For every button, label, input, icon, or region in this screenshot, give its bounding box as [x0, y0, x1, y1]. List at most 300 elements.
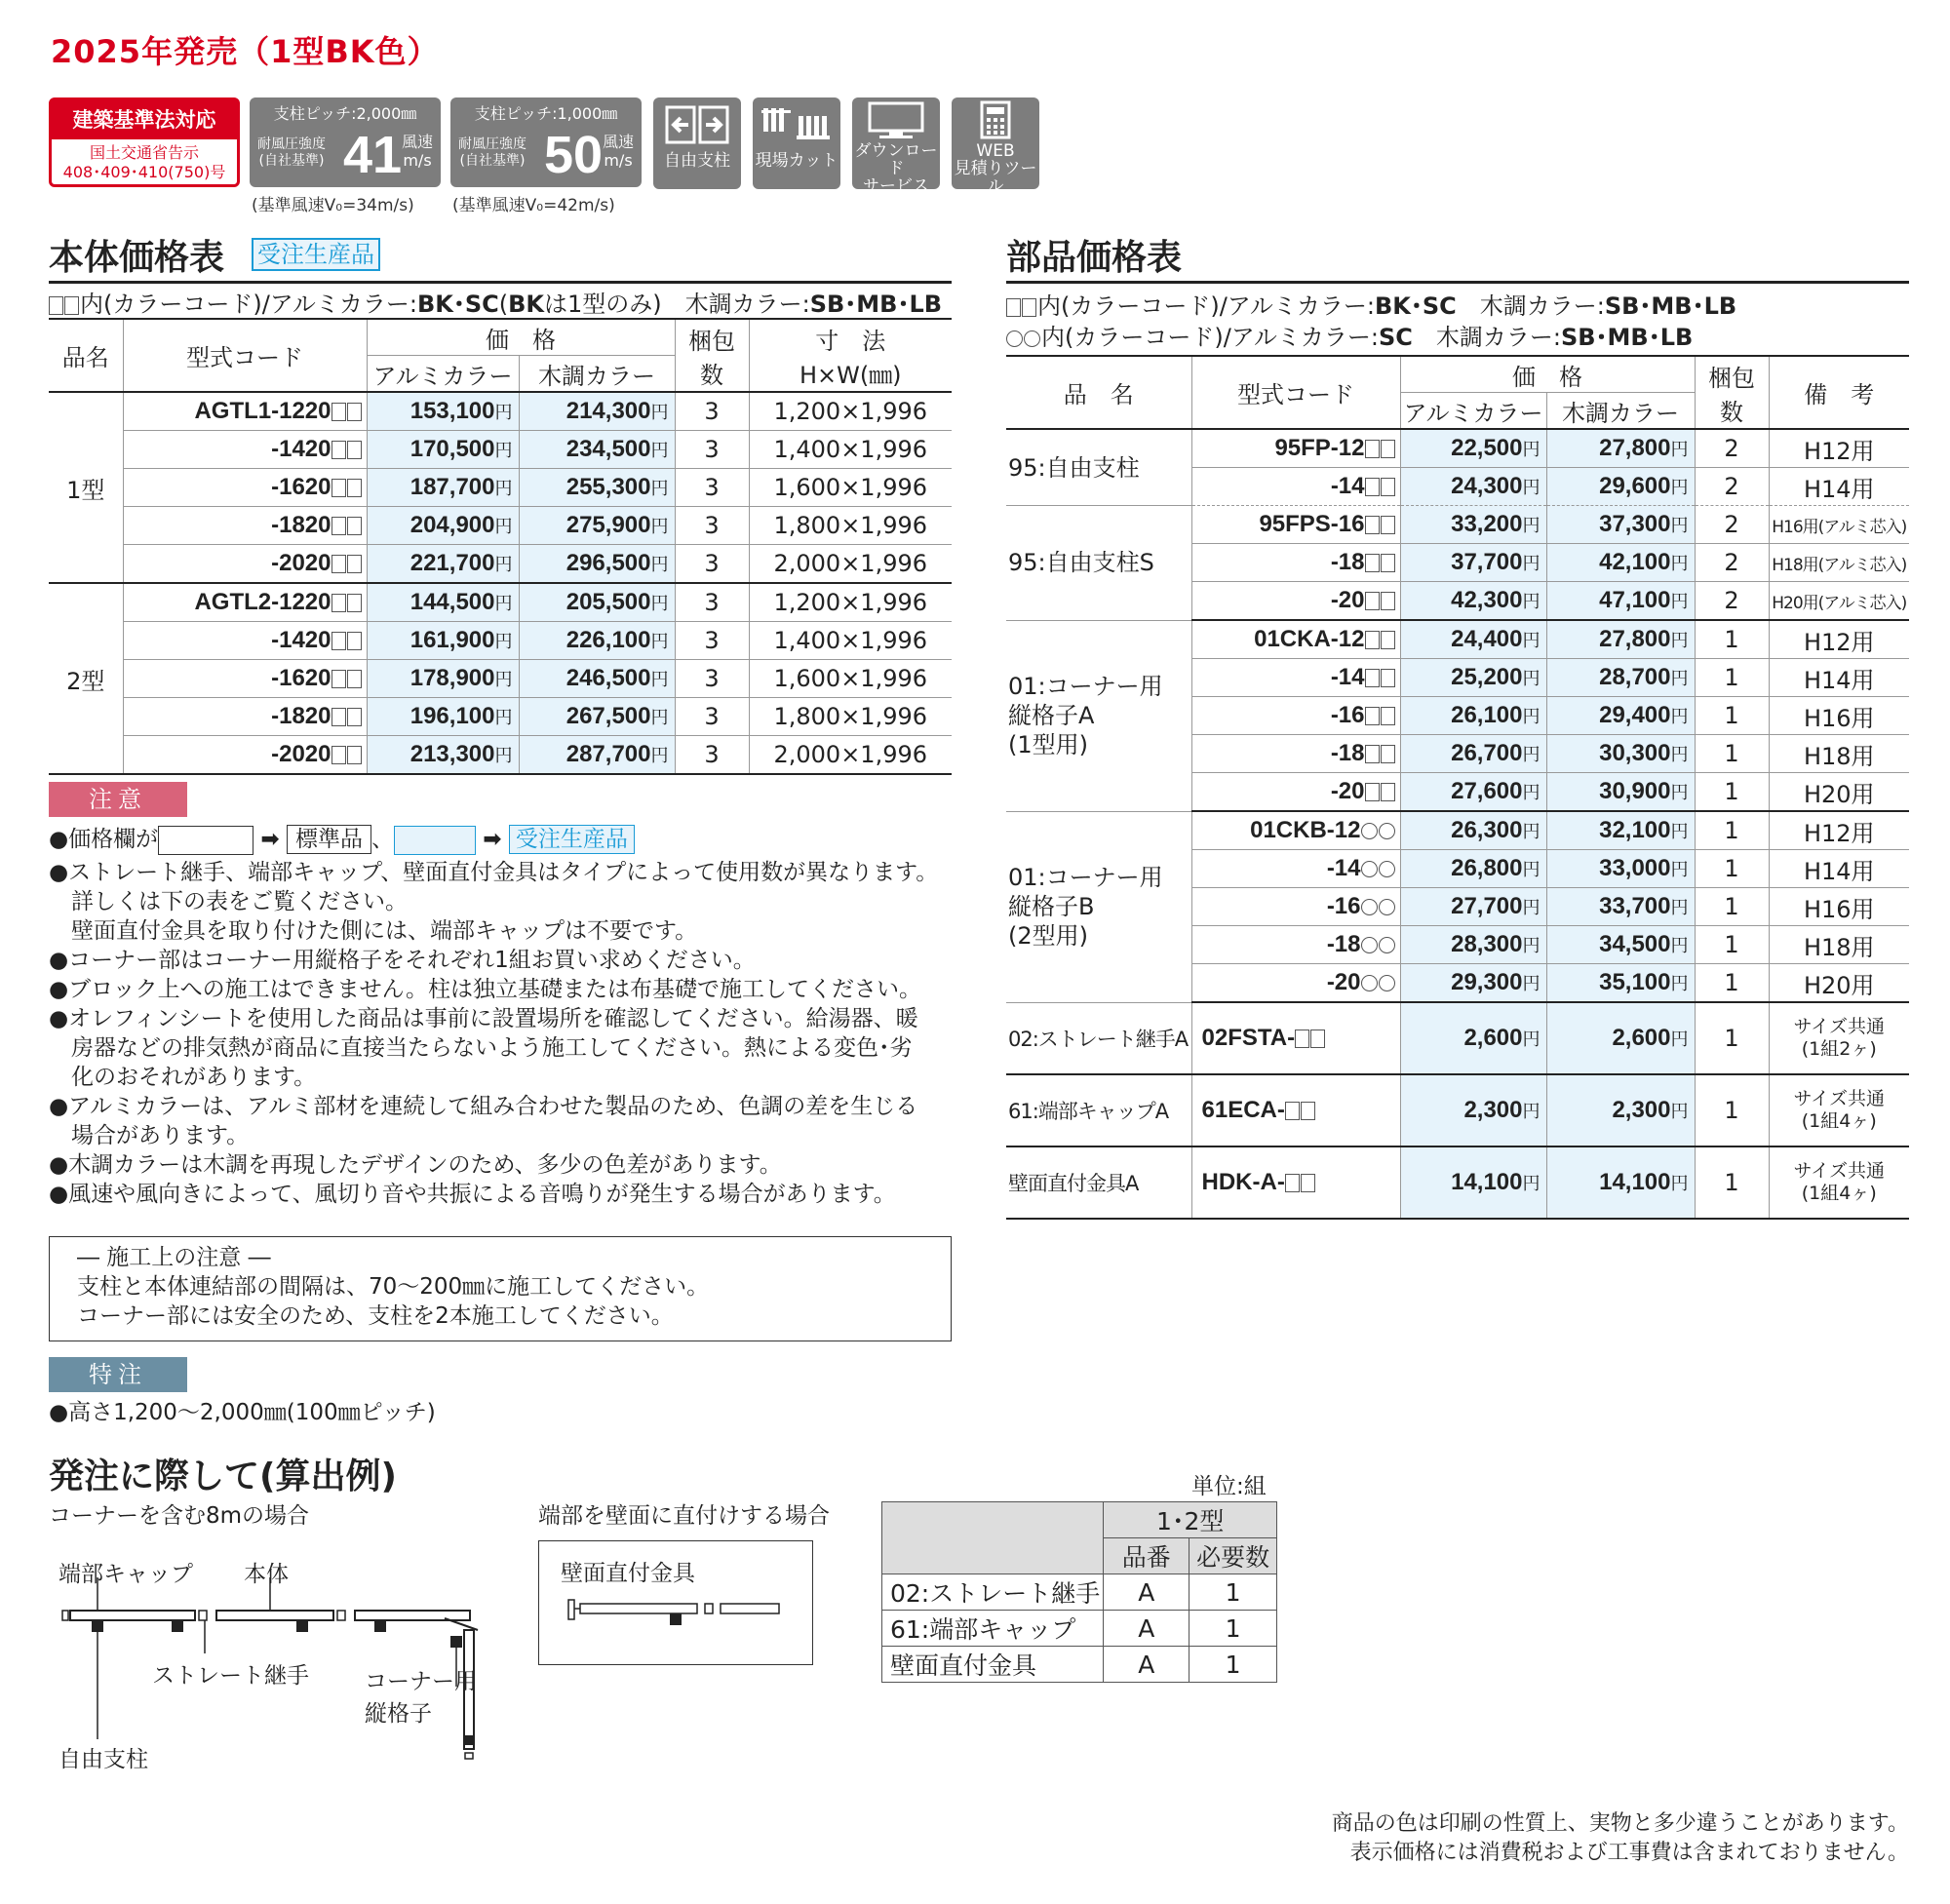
divider	[1006, 281, 1909, 284]
pack-count: 3	[675, 469, 749, 507]
yen-unit: 円	[1522, 707, 1540, 726]
model-code-text: -1420	[271, 627, 332, 653]
model-code-text: 01CKB-12	[1250, 817, 1361, 843]
yen-unit: 円	[1522, 1030, 1540, 1049]
wind-value: 41	[343, 126, 403, 184]
table-row	[49, 622, 952, 660]
alu-price	[367, 469, 519, 507]
model-code-text: -20	[1330, 778, 1365, 804]
price-value: 33,000	[1599, 855, 1671, 881]
order-title: 発注に際して(算出例)	[49, 1457, 397, 1496]
header-remark: 備 考	[1769, 356, 1909, 429]
wood-price	[1546, 811, 1695, 850]
wood-price	[1546, 620, 1695, 659]
pack-count: 1	[1695, 659, 1769, 697]
price-value: 37,700	[1451, 549, 1523, 575]
wind-value: 50	[544, 126, 604, 184]
alu-price	[1400, 468, 1546, 506]
remark-line: (1組4ヶ)	[1801, 1183, 1877, 1204]
table-row	[49, 545, 952, 584]
yen-unit: 円	[494, 708, 513, 727]
remark-line: サイズ共通	[1793, 1088, 1885, 1109]
model-code	[1191, 1146, 1400, 1219]
yen-unit: 円	[1522, 516, 1540, 535]
alu-price	[1400, 926, 1546, 964]
alu-price	[367, 392, 519, 431]
yen-unit: 円	[1522, 1102, 1540, 1121]
note-item: 壁面直付金具を取り付けた側には、端部キャップは不要です。	[49, 918, 698, 944]
header-alu: アルミカラー	[1400, 393, 1546, 430]
note-item: 場合があります。	[49, 1123, 250, 1148]
price-value: 196,100	[410, 703, 495, 729]
wood-price	[1546, 582, 1695, 621]
wood-price	[1546, 1146, 1695, 1219]
wood-price	[1546, 735, 1695, 773]
alu-price	[1400, 735, 1546, 773]
pack-count: 2	[1695, 506, 1769, 544]
price-value: 14,100	[1599, 1169, 1671, 1195]
building-law-badge	[49, 97, 240, 187]
law-line2: 408･409･410(750)号	[62, 163, 226, 181]
parts-legend-circle: 内(カラーコード)/アルミカラー:SC 木調カラー:SB･MB･LB	[1006, 318, 1693, 352]
remark	[1769, 1074, 1909, 1146]
main-table-title: 本体価格表	[49, 238, 225, 278]
wind-unit: 風速 m/s	[402, 133, 434, 170]
yen-unit: 円	[1522, 783, 1540, 802]
alu-price	[367, 583, 519, 622]
yen-unit: 円	[1670, 1174, 1689, 1193]
price-value: 234,500	[566, 436, 651, 462]
table-row	[49, 507, 952, 545]
remark: H20用(アルミ芯入)	[1769, 582, 1909, 621]
pack-count: 2	[1695, 429, 1769, 468]
remark: H16用(アルミ芯入)	[1769, 506, 1909, 544]
yen-unit: 円	[1522, 478, 1540, 497]
wood-price	[519, 431, 675, 469]
dimension: 1,200×1,996	[749, 392, 952, 431]
yen-unit: 円	[1670, 745, 1689, 764]
label-corner: コーナー用 縦格子	[365, 1669, 477, 1727]
note-item: ●風速や風向きによって、風切り音や共振による音鳴りが発生する場合があります。	[49, 1182, 896, 1207]
pack-count: 3	[675, 698, 749, 736]
model-code-text: -18	[1330, 740, 1365, 766]
price-value: 2,600	[1463, 1025, 1523, 1051]
header-wood: 木調カラー	[519, 356, 675, 393]
remark-line: サイズ共通	[1793, 1160, 1885, 1182]
remark-line: サイズ共通	[1793, 1016, 1885, 1037]
table-row	[49, 698, 952, 736]
yen-unit: 円	[650, 479, 669, 498]
model-code	[1191, 429, 1400, 468]
price-value: 47,100	[1599, 587, 1671, 613]
yen-unit: 円	[1522, 822, 1540, 841]
wind2-base-speed: (基準風速V₀=42m/s)	[452, 196, 615, 215]
dimension: 1,200×1,996	[749, 583, 952, 622]
model-code-text: -2020	[271, 741, 332, 767]
yen-unit: 円	[1522, 592, 1540, 611]
remark: H18用(アルミ芯入)	[1769, 544, 1909, 582]
table-row	[1006, 506, 1909, 544]
remark: H12用	[1769, 429, 1909, 468]
wood-price	[519, 469, 675, 507]
model-code-text: -1620	[271, 665, 332, 691]
pack-count: 1	[1695, 1146, 1769, 1219]
yen-unit: 円	[494, 594, 513, 613]
wood-price	[1546, 964, 1695, 1003]
header-code: 型式コード	[1191, 356, 1400, 429]
model-code	[1191, 468, 1400, 506]
dimension: 1,800×1,996	[749, 698, 952, 736]
model-code-text: -20	[1326, 969, 1361, 995]
model-code	[1191, 697, 1400, 735]
wood-price	[1546, 850, 1695, 888]
model-code	[1191, 620, 1400, 659]
yen-unit: 円	[494, 403, 513, 422]
group-name-line: 01:コーナー用	[1008, 673, 1163, 700]
model-code-text: 95FP-12	[1274, 435, 1365, 461]
wood-price	[1546, 468, 1695, 506]
remark: H20用	[1769, 964, 1909, 1003]
dimension: 2,000×1,996	[749, 736, 952, 775]
price-value: 275,900	[566, 512, 651, 538]
wood-price	[1546, 506, 1695, 544]
yen-unit: 円	[1522, 554, 1540, 573]
pack-count: 1	[1695, 850, 1769, 888]
wind-badge-50	[450, 97, 642, 187]
alu-price	[1400, 697, 1546, 735]
price-value: 27,800	[1599, 435, 1671, 461]
pitch-label: 支柱ピッチ:2,000㎜	[273, 104, 417, 123]
table-row	[882, 1574, 1277, 1611]
header-wood: 木調カラー	[1546, 393, 1695, 430]
notes-label: 注意	[49, 782, 187, 817]
label-wall-bracket: 壁面直付金具	[561, 1561, 695, 1586]
alu-price	[367, 545, 519, 584]
yen-unit: 円	[650, 441, 669, 460]
part-name: 壁面直付金具A	[1006, 1146, 1191, 1219]
model-code	[1191, 1002, 1400, 1074]
yen-unit: 円	[1670, 860, 1689, 879]
divider	[49, 281, 952, 284]
yen-unit: 円	[494, 479, 513, 498]
price-value: 42,300	[1451, 587, 1523, 613]
note-item: ●オレフィンシートを使用した商品は事前に設置場所を確認してください。給湯器、暖	[49, 1006, 918, 1031]
remark-line: (1組4ヶ)	[1801, 1110, 1877, 1132]
pack-count: 1	[1695, 926, 1769, 964]
model-code-text: -20	[1330, 587, 1365, 613]
model-code	[123, 660, 367, 698]
price-value: 37,300	[1599, 511, 1671, 537]
model-code	[1191, 659, 1400, 697]
model-code	[1191, 926, 1400, 964]
price-value: 153,100	[410, 398, 495, 424]
dimension: 1,600×1,996	[749, 660, 952, 698]
price-value: 29,400	[1599, 702, 1671, 728]
wood-price	[519, 698, 675, 736]
table-row	[1006, 1146, 1909, 1219]
table-row	[1006, 429, 1909, 468]
dimension: 1,400×1,996	[749, 431, 952, 469]
law-title: 建築基準法対応	[52, 100, 237, 139]
qty-head: 必要数	[1190, 1538, 1277, 1574]
main-price-table	[49, 318, 952, 775]
yen-unit: 円	[1522, 974, 1540, 993]
alu-price	[1400, 506, 1546, 544]
wood-price	[1546, 1002, 1695, 1074]
notes-list	[49, 858, 965, 1209]
wind-badge-41	[250, 97, 441, 187]
price-value: 14,100	[1451, 1169, 1523, 1195]
alu-price	[1400, 850, 1546, 888]
launch-label: 2025年発売（1型BK色）	[51, 33, 440, 70]
table-row	[882, 1647, 1277, 1683]
part-code: A	[1104, 1611, 1190, 1647]
model-code	[123, 698, 367, 736]
alu-price	[1400, 964, 1546, 1003]
made-to-order-tag: 受注生産品	[252, 238, 380, 271]
row-group-name: 1型	[49, 392, 123, 583]
price-value: 2,300	[1463, 1097, 1523, 1123]
note-item: 房器などの排気熱が商品に直接当たらないよう施工してください。熱による変色･劣	[49, 1035, 913, 1061]
alu-price	[367, 622, 519, 660]
note-item: 詳しくは下の表をご覧ください。	[49, 889, 408, 914]
price-value: 287,700	[566, 741, 651, 767]
part-code: A	[1104, 1647, 1190, 1683]
remark: H14用	[1769, 659, 1909, 697]
price-value: 26,300	[1451, 817, 1523, 843]
price-value: 161,900	[410, 627, 495, 653]
yen-unit: 円	[1670, 707, 1689, 726]
alu-price	[367, 507, 519, 545]
row-group-name	[1006, 429, 1191, 506]
pack-count: 3	[675, 583, 749, 622]
pack-count: 3	[675, 736, 749, 775]
alu-price	[1400, 659, 1546, 697]
yen-unit: 円	[494, 670, 513, 689]
table-row	[882, 1611, 1277, 1647]
alu-price	[1400, 1146, 1546, 1219]
model-code-text: -14	[1326, 855, 1361, 881]
required-qty: 1	[1190, 1647, 1277, 1683]
law-line1: 国土交通省告示	[89, 143, 199, 162]
model-code-text: -1820	[271, 512, 332, 538]
model-code	[123, 469, 367, 507]
alu-price	[367, 698, 519, 736]
price-value: 187,700	[410, 474, 495, 500]
yen-unit: 円	[1670, 1030, 1689, 1049]
pack-count: 3	[675, 507, 749, 545]
price-value: 24,400	[1451, 626, 1523, 652]
price-value: 29,300	[1451, 969, 1523, 995]
header-price: 価 格	[1400, 356, 1695, 393]
case2-label: 端部を壁面に直付けする場合	[538, 1503, 830, 1529]
group-name-line: (1型用)	[1008, 731, 1088, 758]
group-name-line: 縦格子A	[1008, 702, 1095, 729]
model-code-text: -18	[1326, 931, 1361, 957]
wood-price	[519, 736, 675, 775]
note-item: ●コーナー部はコーナー用縦格子をそれぞれ1組お買い求めください。	[49, 948, 756, 973]
yen-unit: 円	[1670, 669, 1689, 688]
model-code	[1191, 850, 1400, 888]
price-value: 27,700	[1451, 893, 1523, 919]
wood-price	[1546, 888, 1695, 926]
label-free-post: 自由支柱	[58, 1747, 148, 1772]
wall-mount-diagram	[538, 1540, 813, 1665]
price-value: 27,800	[1599, 626, 1671, 652]
part-name: 壁面直付金具	[882, 1647, 1104, 1683]
wood-price	[519, 545, 675, 584]
wood-price	[519, 507, 675, 545]
label-end-cap: 端部キャップ	[58, 1562, 193, 1587]
model-code	[1191, 964, 1400, 1003]
remark: H14用	[1769, 468, 1909, 506]
wood-price	[1546, 1074, 1695, 1146]
yen-unit: 円	[1670, 478, 1689, 497]
table-row	[1006, 620, 1909, 659]
model-code-text: -14	[1330, 473, 1365, 499]
row-group-name	[1006, 811, 1191, 1002]
model-code	[123, 736, 367, 775]
alu-price	[1400, 544, 1546, 582]
required-qty: 1	[1190, 1611, 1277, 1647]
model-code-text: AGTL1-1220	[194, 398, 332, 424]
table-row	[49, 660, 952, 698]
special-order-item: ●高さ1,200～2,000㎜(100㎜ピッチ)	[49, 1400, 436, 1425]
header-code: 型式コード	[123, 319, 367, 392]
wood-price	[1546, 659, 1695, 697]
part-name: 02:ストレート継手	[882, 1574, 1104, 1611]
yen-unit: 円	[1522, 898, 1540, 917]
wind-strength-label: 耐風圧強度 (自社基準)	[458, 136, 526, 169]
yen-unit: 円	[650, 517, 669, 536]
remark	[1769, 1146, 1909, 1219]
yen-unit: 円	[1670, 974, 1689, 993]
model-code	[123, 507, 367, 545]
yen-unit: 円	[1670, 592, 1689, 611]
price-value: 25,200	[1451, 664, 1523, 690]
model-code-text: 01CKA-12	[1254, 626, 1365, 652]
wood-price	[519, 660, 675, 698]
label-body: 本体	[244, 1562, 289, 1587]
pack-count: 3	[675, 392, 749, 431]
model-code-text: HDK-A-	[1201, 1169, 1285, 1195]
price-value: 26,700	[1451, 740, 1523, 766]
row-group-name: 2型	[49, 583, 123, 774]
yen-unit: 円	[1522, 669, 1540, 688]
remark	[1769, 1002, 1909, 1074]
wind-strength-label: 耐風圧強度 (自社基準)	[257, 136, 326, 169]
header-price: 価 格	[367, 319, 675, 356]
remark: H12用	[1769, 620, 1909, 659]
price-value: 204,900	[410, 512, 495, 538]
special-order-label: 特注	[49, 1357, 187, 1392]
header-name: 品名	[49, 319, 123, 392]
price-value: 28,300	[1451, 931, 1523, 957]
model-code	[1191, 773, 1400, 812]
header-pack: 梱包 数	[675, 319, 749, 392]
price-value: 2,600	[1612, 1025, 1671, 1051]
yen-unit: 円	[650, 403, 669, 422]
alu-price	[1400, 582, 1546, 621]
note-item: 化のおそれがあります。	[49, 1065, 317, 1090]
price-value: 267,500	[566, 703, 651, 729]
part-name: 61:端部キャップ	[882, 1611, 1104, 1647]
yen-unit: 円	[1522, 631, 1540, 650]
model-code-text: AGTL2-1220	[194, 589, 332, 615]
yen-unit: 円	[1670, 631, 1689, 650]
model-code	[1191, 811, 1400, 850]
blank-head	[882, 1502, 1104, 1574]
price-value: 213,300	[410, 741, 495, 767]
calculator-icon: WEB 見積りツール	[952, 97, 1039, 189]
model-code-text: -1820	[271, 703, 332, 729]
table-row	[49, 736, 952, 775]
pack-count: 1	[1695, 697, 1769, 735]
model-code	[1191, 888, 1400, 926]
yen-unit: 円	[1670, 783, 1689, 802]
note-item: ●ブロック上への施工はできません。柱は独立基礎または布基礎で施工してください。	[49, 977, 921, 1002]
table-row	[49, 431, 952, 469]
part-head: 品番	[1104, 1538, 1190, 1574]
price-value: 22,500	[1451, 435, 1523, 461]
price-value: 35,100	[1599, 969, 1671, 995]
pack-count: 3	[675, 545, 749, 584]
price-value: 221,700	[410, 550, 495, 576]
dimension: 2,000×1,996	[749, 545, 952, 584]
model-code-text: -14	[1330, 664, 1365, 690]
alu-price	[367, 431, 519, 469]
header-alu: アルミカラー	[367, 356, 519, 393]
model-code-text: -18	[1330, 549, 1365, 575]
price-value: 28,700	[1599, 664, 1671, 690]
remark: H12用	[1769, 811, 1909, 850]
wood-price	[1546, 429, 1695, 468]
parts-table-title: 部品価格表	[1006, 238, 1183, 278]
parts-price-table	[1006, 355, 1909, 1220]
model-code-text: 02FSTA-	[1201, 1025, 1296, 1051]
yen-unit: 円	[1670, 1102, 1689, 1121]
construction-caution: ― 施工上の注意 ― 支柱と本体連結部の間隔は、70～200㎜に施工してください。 コーナー部には安全のため、支柱を2本施工してください。	[49, 1236, 952, 1341]
model-code-text: -1420	[271, 436, 332, 462]
alu-price	[1400, 811, 1546, 850]
note-item: ●木調カラーは木調を再現したデザインのため、多少の色差があります。	[49, 1152, 782, 1178]
alu-price	[367, 736, 519, 775]
price-value: 2,300	[1612, 1097, 1671, 1123]
model-code	[1191, 1074, 1400, 1146]
yen-unit: 円	[1670, 554, 1689, 573]
table-row	[1006, 1074, 1909, 1146]
dimension: 1,800×1,996	[749, 507, 952, 545]
group-name-line: (2型用)	[1008, 922, 1088, 950]
price-value: 26,800	[1451, 855, 1523, 881]
alu-price	[1400, 888, 1546, 926]
pack-count: 3	[675, 660, 749, 698]
unit-label: 単位:組	[1191, 1474, 1267, 1499]
alu-price	[1400, 773, 1546, 812]
model-code	[1191, 506, 1400, 544]
yen-unit: 円	[650, 746, 669, 765]
price-value: 178,900	[410, 665, 495, 691]
remark-line: (1組2ヶ)	[1801, 1038, 1877, 1060]
model-code	[123, 583, 367, 622]
price-value: 205,500	[566, 589, 651, 615]
yen-unit: 円	[1522, 936, 1540, 955]
remark: H16用	[1769, 697, 1909, 735]
remark: H18用	[1769, 926, 1909, 964]
price-value: 30,900	[1599, 778, 1671, 804]
yen-unit: 円	[1670, 898, 1689, 917]
pack-count: 2	[1695, 544, 1769, 582]
